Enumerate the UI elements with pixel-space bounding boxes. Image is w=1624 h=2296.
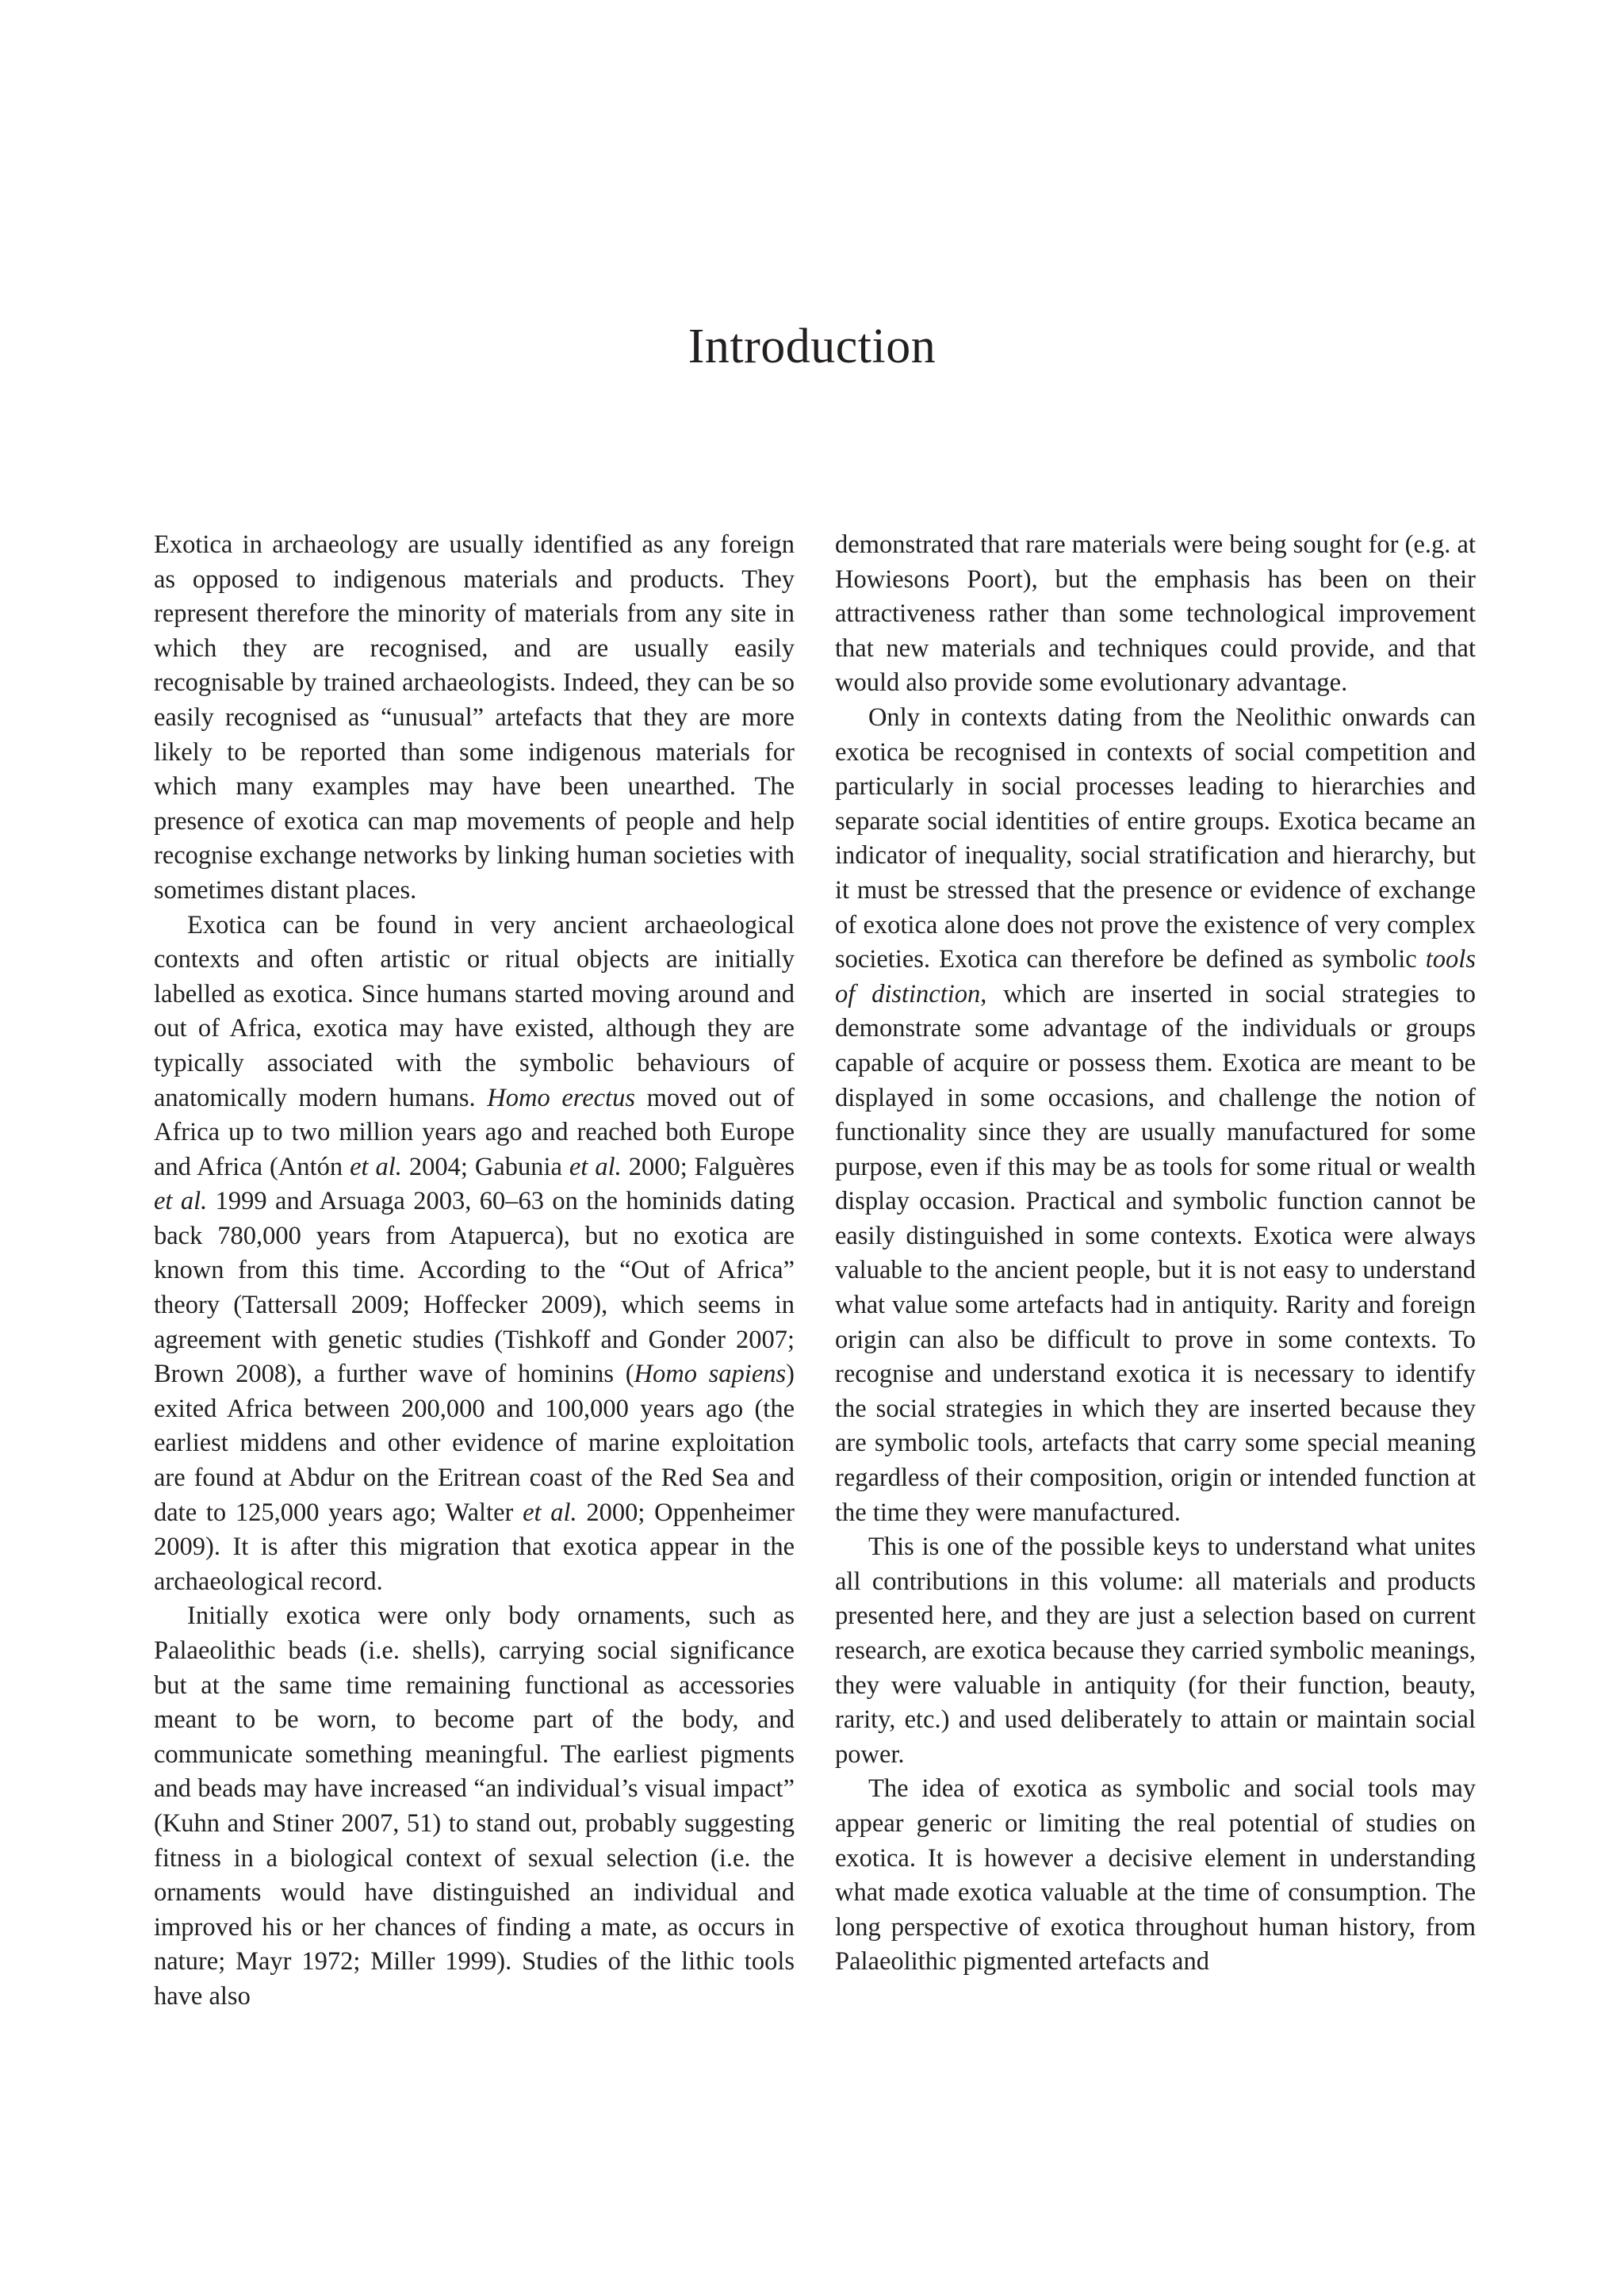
text-run: 2000; Oppenheimer 2009). It is after this migration that exotica appear in the archaeological record. — [154, 1498, 795, 1596]
text-run: Exotica can be found in very ancient archaeological contexts and often artistic or ritual objects are initially labelled as exotica. Since humans started moving around and out of Africa, exotica may have existed, although they are typically associated with the symbolic behaviours of anatomically modern humans. — [154, 910, 795, 1112]
left-text-column — [154, 528, 795, 2015]
text-run: 1999 and Arsuaga 2003, 60–63 on the hominids dating back 780,000 years from Atapuerca), but no exotica are known from this time. According to the “Out of Africa” theory (Tattersall 2009; Hoffecker 2009), which seems in agreement with genetic studies (Tishkoff and Gonder 2007; Brown 2008), a further wave of hominins ( — [154, 1187, 795, 1389]
text-run: The idea of exotica as symbolic and social tools may appear generic or limiting the real potential of studies on exotica. It is however a decisive element in understanding what made exotica valuable at the time of consumption. The long perspective of exotica throughout human history, from Palaeolithic pigmented artefacts and — [835, 1774, 1476, 1976]
text-run: 2004; Gabunia — [401, 1152, 569, 1181]
text-run: demonstrated that rare materials were being sought for (e.g. at Howiesons Poort), but the emphasis has been on their attractiveness rather than some technological improvement that new materials and techniques could provide, and that would also provide some evolutionary advantage. — [835, 530, 1476, 698]
text-run: Exotica in archaeology are usually identified as any foreign as opposed to indigenous materials and products. They represent therefore the minority of materials from any site in which they are recognised, and are usually easily recognisable by trained archaeologists. Indeed, they can be so easily recognised as “unusual” artefacts that they are more likely to be reported than some indigenous materials for which many examples may have been unearthed. The presence of exotica can map movements of people and help recognise exchange networks by linking human societies with sometimes distant places. — [154, 530, 795, 905]
italic-text: et al. — [569, 1152, 622, 1181]
text-run: Initially exotica were only body ornaments, such as Palaeolithic beads (i.e. shells), carrying social significance but at the same time remaining functional as accessories meant to be worn, to become part of the body, and communicate something meaningful. The earliest pigments and beads may have increased “an individual’s visual impact” (Kuhn and Stiner 2007, 51) to stand out, probably suggesting fitness in a biological context of sexual selection (i.e. the ornaments would have distinguished an individual and improved his or her chances of finding a mate, as occurs in nature; Mayr 1972; Miller 1999). Studies of the lithic tools have also — [154, 1601, 795, 2011]
text-run: Only in contexts dating from the Neolithic onwards can exotica be recognised in contexts of social competition and particularly in social processes leading to hierarchies and separate social identities of entire groups. Exotica became an indicator of inequality, social stratification and hierarchy, but it must be stressed that the presence or evidence of exchange of exotica alone does not prove the existence of very complex societies. Exotica can therefore be defined as symbolic — [835, 702, 1476, 974]
right-text-column — [835, 528, 1476, 1980]
paragraph — [835, 528, 1476, 701]
italic-text: Homo erectus — [487, 1083, 636, 1112]
text-run: moved out of Africa up to two million years ago and reached both Europe and Africa (Antón — [154, 1083, 795, 1181]
paragraph — [835, 1772, 1476, 1980]
italic-text: et al. — [154, 1187, 208, 1216]
paragraph — [154, 909, 795, 1600]
italic-text: tools of distinction — [835, 945, 1476, 1008]
paragraph — [154, 528, 795, 909]
text-run: This is one of the possible keys to understand what unites all contributions in this volume: all materials and products presented here, and they are just a selection based on current research, are exotica because they carried symbolic meanings, they were valuable in antiquity (for their function, beauty, rarity, etc.) and used deliberately to attain or maintain social power. — [835, 1533, 1476, 1769]
text-run: 2000; Falguères — [621, 1152, 795, 1181]
italic-text: et al. — [350, 1152, 402, 1181]
paragraph — [154, 1599, 795, 2014]
text-run: ) exited Africa between 200,000 and 100,000 years ago (the earliest middens and other evidence of marine exploitation are found at Abdur on the Eritrean coast of the Red Sea and date to 125,000 years ago; Walter — [154, 1360, 795, 1527]
paragraph — [835, 1530, 1476, 1772]
italic-text: et al. — [523, 1498, 577, 1527]
text-run: , which are inserted in social strategies to demonstrate some advantage of the individuals or groups capable of acquire or possess them. Exotica are meant to be displayed in some occasions, and challenge the notion of functionality since they are usually manufactured for some purpose, even if this may be as tools for some ritual or wealth display occasion. Practical and symbolic function cannot be easily distinguished in some contexts. Exotica were always valuable to the ancient people, but it is not easy to understand what value some artefacts had in antiquity. Rarity and foreign origin can also be difficult to prove in some contexts. To recognise and understand exotica it is necessary to identify the social strategies in which they are inserted because they are symbolic tools, artefacts that carry some special meaning regardless of their composition, origin or intended function at the time they were manufactured. — [835, 979, 1477, 1527]
paragraph — [835, 701, 1476, 1530]
chapter-title: Introduction — [688, 320, 936, 373]
italic-text: Homo sapiens — [634, 1360, 787, 1389]
